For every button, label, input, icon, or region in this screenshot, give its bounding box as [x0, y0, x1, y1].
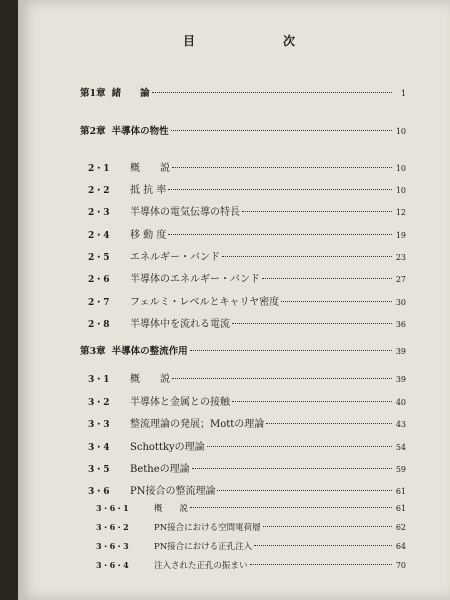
leader-dots: [192, 468, 392, 469]
leader-dots: [262, 278, 392, 279]
section-title: 整流理論の発展；Mottの理論: [130, 419, 265, 430]
chapter-number: 第1章: [80, 88, 106, 99]
toc-subsection: [96, 540, 406, 554]
leader-dots: [168, 234, 392, 235]
toc-section: [88, 393, 406, 407]
subsection-title: 注入された正孔の振まい: [154, 561, 248, 571]
toc-chapter-2: [80, 123, 406, 137]
page-number: 10: [395, 186, 406, 195]
toc-subsection: [96, 502, 406, 516]
toc-section: [88, 226, 406, 240]
subsection-number: 3・6・4: [96, 560, 129, 570]
toc-section: [88, 270, 406, 284]
page-number: 59: [395, 465, 406, 474]
toc-subsection: [96, 521, 406, 535]
section-title: PN接合の整流理論: [130, 486, 216, 497]
section-title: フェルミ・レベルとキャリヤ密度: [130, 297, 280, 308]
section-title: 概 説: [130, 163, 170, 174]
leader-dots: [242, 211, 392, 212]
section-title: 半導体の電気伝導の特長: [130, 207, 240, 218]
section-number: 2・6: [88, 275, 110, 285]
section-number: 2・4: [88, 231, 110, 241]
leader-dots: [207, 446, 392, 447]
chapter-number: 第2章: [80, 126, 106, 137]
section-number: 2・1: [88, 164, 110, 174]
page-number: 19: [395, 231, 406, 240]
page-number: 43: [395, 420, 406, 429]
subsection-title: PN接合における正孔注入: [154, 542, 253, 552]
page-title: 目 次: [183, 34, 334, 48]
leader-dots: [222, 256, 392, 257]
toc-section: [88, 181, 406, 195]
section-title: エネルギー・バンド: [130, 252, 220, 263]
leader-dots: [190, 350, 392, 351]
leader-dots: [152, 92, 392, 93]
page-number: 36: [395, 320, 406, 329]
toc-section: [88, 460, 406, 474]
chapter-title: 半導体の整流作用: [111, 346, 188, 357]
toc-section: [88, 482, 406, 496]
leader-dots: [281, 301, 392, 302]
page-number: 12: [395, 208, 406, 217]
toc-chapter-1: [80, 85, 406, 99]
section-title: 半導体中を流れる電流: [130, 319, 230, 330]
page-number: 10: [395, 164, 406, 173]
toc-section: [88, 370, 406, 384]
leader-dots: [171, 130, 392, 131]
section-number: 3・1: [88, 375, 110, 385]
section-number: 2・7: [88, 298, 110, 308]
subsection-title: PN接合における空間電荷層: [154, 523, 261, 533]
section-number: 2・3: [88, 208, 110, 218]
leader-dots: [172, 167, 392, 168]
page-number: 27: [395, 275, 406, 284]
toc-section: [88, 159, 406, 173]
section-title: 抵 抗 率: [130, 185, 167, 196]
leader-dots: [263, 526, 392, 527]
page-number: 61: [395, 504, 406, 513]
toc-section: [88, 203, 406, 217]
page-number: 61: [395, 487, 406, 496]
section-title: 半導体と金属との接触: [130, 397, 230, 408]
page-number: 54: [395, 443, 406, 452]
leader-dots: [190, 507, 392, 508]
leader-dots: [266, 423, 392, 424]
section-title: 移 動 度: [130, 230, 167, 241]
leader-dots: [232, 323, 392, 324]
section-title: 概 説: [130, 374, 170, 385]
section-number: 3・5: [88, 465, 110, 475]
page-number: 64: [395, 542, 406, 551]
page-number: 1: [400, 89, 406, 98]
section-title: 半導体のエネルギー・バンド: [130, 274, 260, 285]
toc-subsection: [96, 559, 406, 573]
subsection-number: 3・6・2: [96, 522, 129, 532]
page-number: 39: [395, 347, 406, 356]
toc-chapter-3: [80, 343, 406, 357]
page-number: 40: [395, 398, 406, 407]
subsection-number: 3・6・3: [96, 541, 129, 551]
subsection-number: 3・6・1: [96, 503, 129, 513]
page-number: 30: [395, 298, 406, 307]
book-page: [18, 0, 450, 600]
leader-dots: [232, 401, 392, 402]
toc-section: [88, 415, 406, 429]
section-number: 3・4: [88, 443, 110, 453]
chapter-title: 緒 論: [111, 88, 150, 99]
leader-dots: [168, 189, 392, 190]
chapter-title: 半導体の物性: [111, 126, 169, 137]
section-number: 3・6: [88, 487, 110, 497]
toc-section: [88, 315, 406, 329]
leader-dots: [254, 545, 392, 546]
leader-dots: [172, 378, 392, 379]
section-number: 2・8: [88, 320, 110, 330]
section-number: 3・2: [88, 398, 110, 408]
toc-section: [88, 248, 406, 262]
toc-section: [88, 438, 406, 452]
page-number: 70: [395, 561, 406, 570]
section-number: 2・5: [88, 253, 110, 263]
section-number: 3・3: [88, 420, 110, 430]
section-title: Schottkyの理論: [130, 442, 205, 453]
section-title: Betheの理論: [130, 464, 190, 475]
page-number: 62: [395, 523, 406, 532]
toc-section: [88, 293, 406, 307]
page-number: 23: [395, 253, 406, 262]
page-number: 10: [395, 127, 406, 136]
leader-dots: [250, 564, 392, 565]
subsection-title: 概 説: [154, 504, 189, 514]
leader-dots: [217, 490, 392, 491]
section-number: 2・2: [88, 186, 110, 196]
page-number: 39: [395, 375, 406, 384]
chapter-number: 第3章: [80, 346, 106, 357]
